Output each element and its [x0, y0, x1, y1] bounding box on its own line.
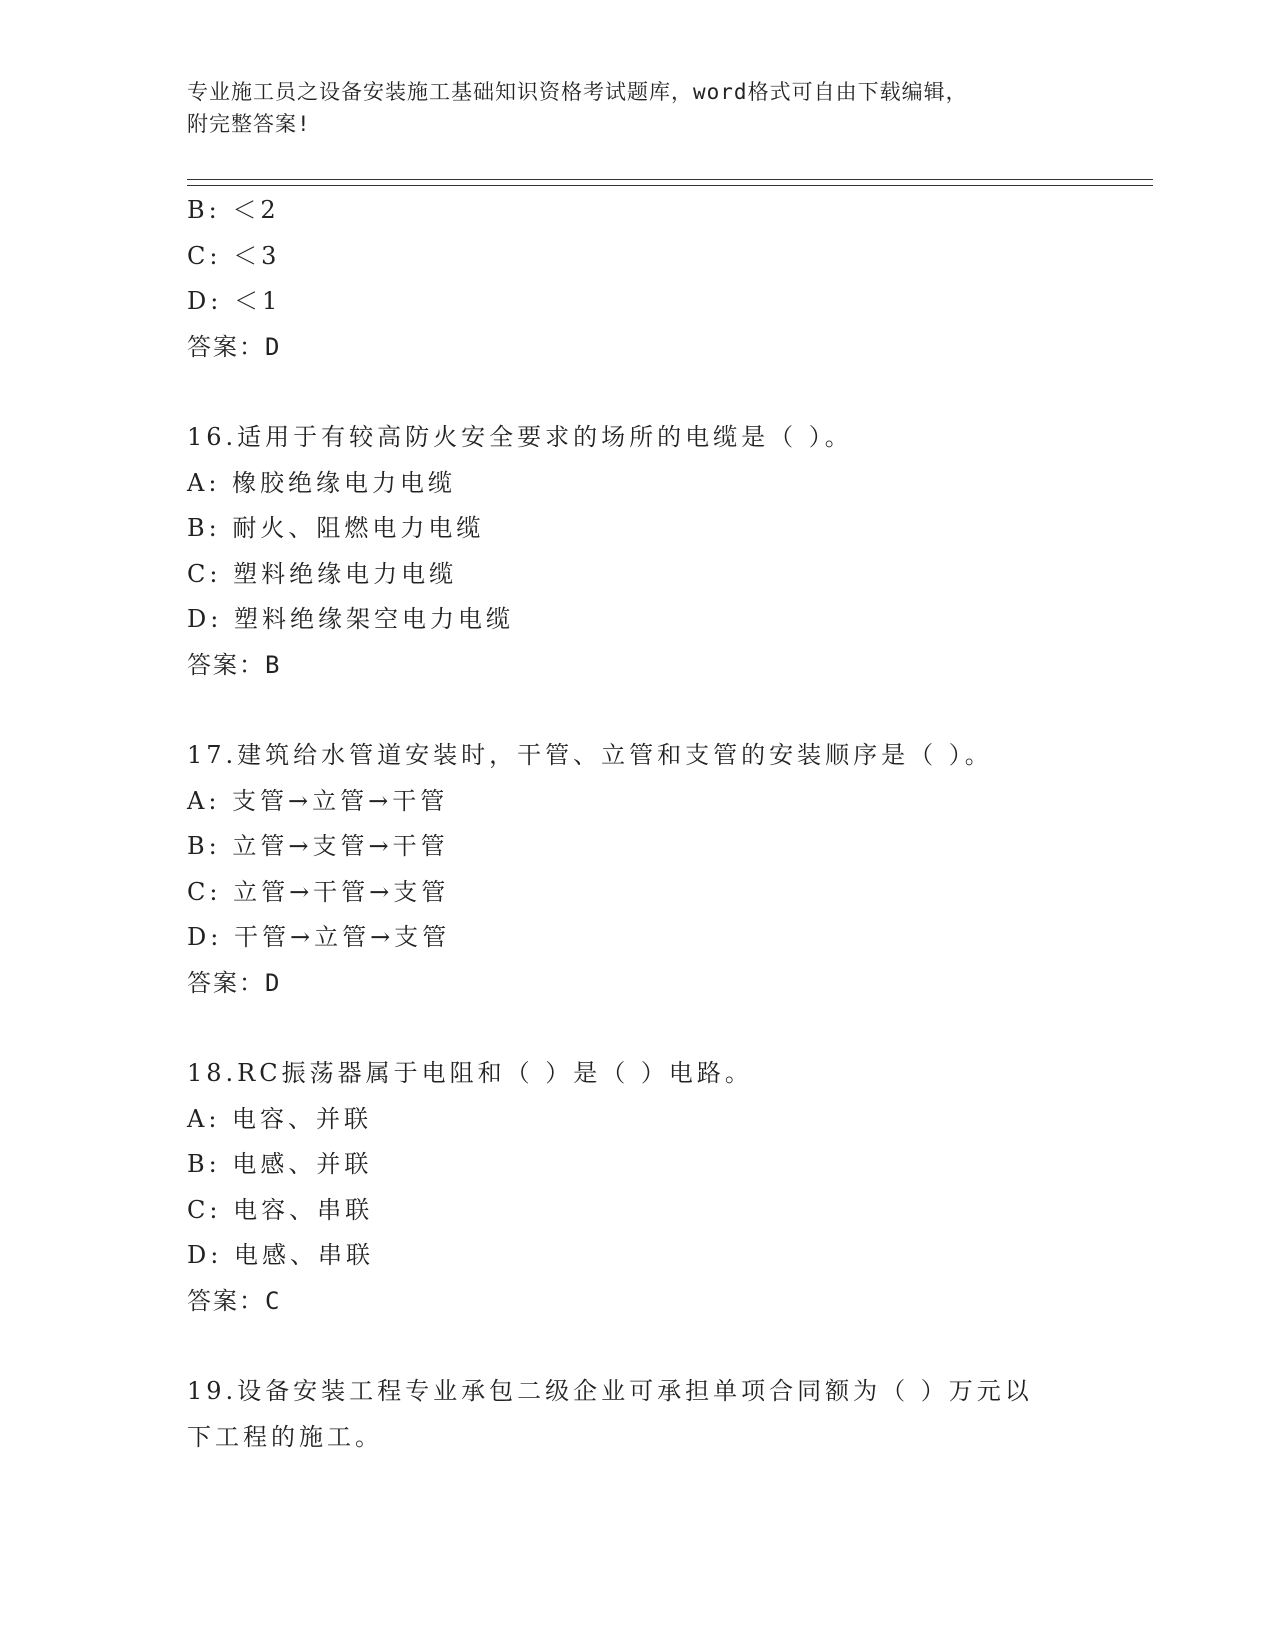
question-text-line-2: 下工程的施工。 — [187, 1422, 383, 1451]
option-b: B: ＜2 — [187, 196, 280, 224]
header-line-2: 附完整答案! — [187, 112, 311, 136]
option-b: B: 耐火、阻燃电力电缆 — [187, 514, 485, 542]
question-text: 16.适用于有较高防火安全要求的场所的电缆是（ ）。 — [187, 423, 853, 451]
question-list — [187, 188, 1087, 1460]
option-a: A: 支管→立管→干管 — [187, 786, 449, 815]
answer-line: 答案：D — [187, 332, 282, 361]
page-header — [187, 76, 1067, 140]
question-16 — [187, 415, 1087, 688]
header-line-1: 专业施工员之设备安装施工基础知识资格考试题库，word格式可自由下载编辑， — [187, 80, 968, 104]
answer-line: 答案：D — [187, 968, 282, 997]
option-d: D: ＜1 — [187, 287, 282, 315]
option-a: A: 电容、并联 — [187, 1104, 373, 1133]
answer-line: 答案：B — [187, 650, 282, 679]
option-c: C: 塑料绝缘电力电缆 — [187, 559, 458, 588]
option-c: C: ＜3 — [187, 241, 281, 270]
option-d: D: 电感、串联 — [187, 1241, 374, 1269]
option-b: B: 电感、并联 — [187, 1150, 373, 1178]
question-17 — [187, 733, 1087, 1006]
option-d: D: 塑料绝缘架空电力电缆 — [187, 605, 514, 633]
question-text: 18.RC振荡器属于电阻和（ ）是（ ）电路。 — [187, 1059, 753, 1087]
previous-question-tail — [187, 188, 1087, 370]
header-divider — [187, 179, 1153, 186]
question-18 — [187, 1051, 1087, 1324]
option-c: C: 立管→干管→支管 — [187, 877, 450, 906]
question-19 — [187, 1369, 1087, 1460]
option-a: A: 橡胶绝缘电力电缆 — [187, 468, 457, 497]
question-text: 17.建筑给水管道安装时，干管、立管和支管的安装顺序是（ ）。 — [187, 741, 993, 769]
option-d: D: 干管→立管→支管 — [187, 923, 451, 951]
answer-line: 答案：C — [187, 1286, 282, 1315]
option-b: B: 立管→支管→干管 — [187, 832, 449, 860]
question-text-line-1: 19.设备安装工程专业承包二级企业可承担单项合同额为（ ）万元以 — [187, 1377, 1033, 1405]
option-c: C: 电容、串联 — [187, 1195, 374, 1224]
